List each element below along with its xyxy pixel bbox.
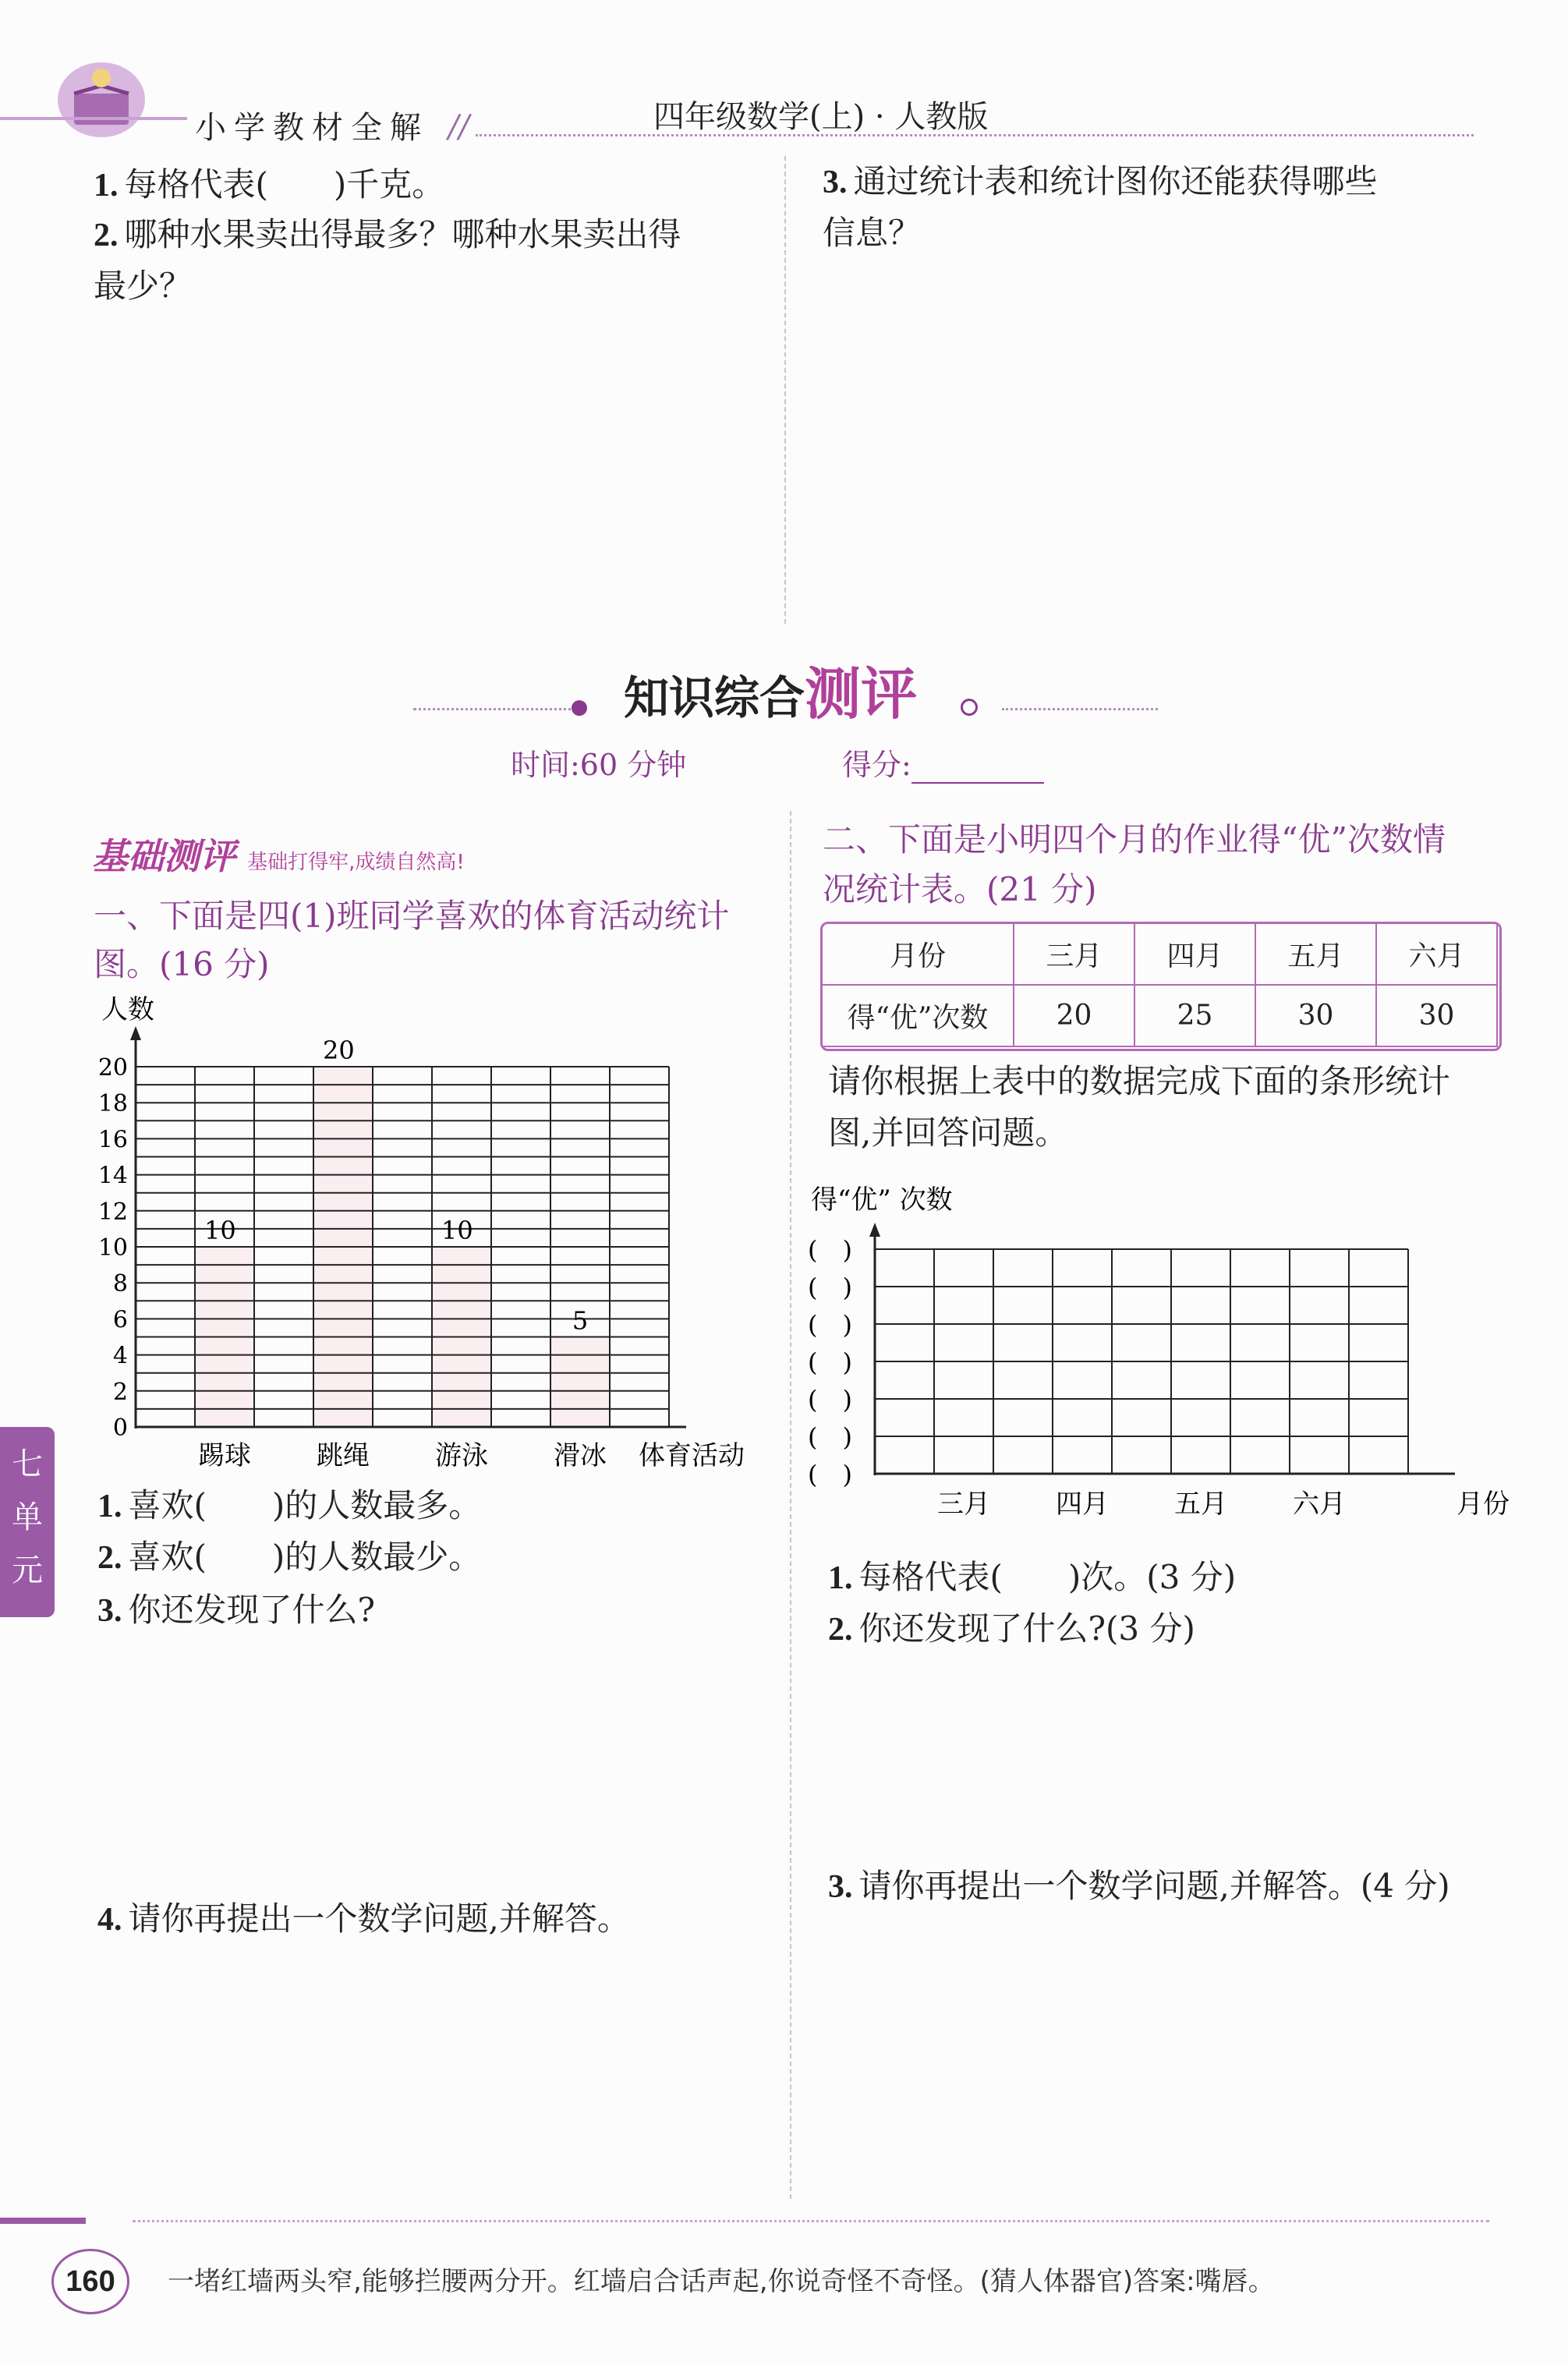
- top-q2: 2. 哪种水果卖出得最多？哪种水果卖出得: [94, 215, 681, 253]
- section-score: 得分:: [842, 741, 1044, 784]
- table-cell: 月份: [822, 923, 1014, 985]
- section-dot-right: [961, 699, 978, 716]
- y-tick-label: 20: [97, 1054, 128, 1082]
- y-tick-blank: ( ): [808, 1310, 852, 1340]
- y-tick-blank: ( ): [808, 1347, 852, 1377]
- section-rule-right: [1002, 708, 1158, 710]
- footer-bar: [0, 2218, 86, 2224]
- header-series: 小学教材全解: [195, 110, 429, 146]
- score-blank[interactable]: [911, 756, 1044, 784]
- y-tick-label: 0: [112, 1414, 128, 1442]
- section-dot-left: [572, 700, 587, 716]
- section-time: 时间:60 分钟: [511, 748, 687, 782]
- y-tick-label: 14: [97, 1162, 128, 1190]
- part2-q2: 2. 你还发现了什么?(3 分): [828, 1609, 1195, 1648]
- part1-q1: 1. 喜欢( )的人数最多。: [97, 1486, 482, 1524]
- part1-q4: 4. 请你再提出一个数学问题,并解答。: [97, 1899, 630, 1938]
- page-number: 160: [51, 2249, 129, 2314]
- bar: [550, 1337, 610, 1428]
- part2-q1: 1. 每格代表( )次。(3 分): [828, 1558, 1237, 1596]
- table-cell: 30: [1255, 985, 1376, 1046]
- x-tick-label: 六月: [1293, 1489, 1346, 1520]
- data-label: 20: [323, 1036, 355, 1065]
- table-cell: 25: [1134, 985, 1255, 1046]
- data-label: 5: [572, 1305, 589, 1336]
- table-cell: 30: [1376, 985, 1497, 1046]
- section-title: 知识综合测评: [624, 660, 918, 727]
- stats-table-frame: [820, 922, 1502, 1051]
- y-tick-blank: ( ): [808, 1273, 852, 1302]
- x-tick-label: 五月: [1174, 1489, 1227, 1520]
- y-axis-arrow: [130, 1026, 141, 1040]
- header-logo: [55, 55, 148, 140]
- part1-q2: 2. 喜欢( )的人数最少。: [97, 1538, 482, 1576]
- y-tick-label: 6: [112, 1306, 128, 1334]
- part1-title-cont: 图。(16 分): [94, 945, 270, 983]
- blank-bar-chart: [803, 1170, 1520, 1536]
- part1-q3: 3. 你还发现了什么?: [97, 1591, 376, 1629]
- header-slash-icon: //: [448, 109, 469, 145]
- part2-q3: 3. 请你再提出一个数学问题,并解答。(4 分): [828, 1867, 1450, 1905]
- y-tick-blank: ( ): [808, 1460, 852, 1489]
- y-axis-arrow: [869, 1223, 880, 1237]
- unit-tab: 七 单 元: [0, 1427, 55, 1617]
- footer-rule: [133, 2220, 1489, 2222]
- stats-table: [821, 922, 1498, 1047]
- section-rule-left: [413, 708, 577, 710]
- part2-instruction: 请你根据上表中的数据完成下面的条形统计: [828, 1062, 1451, 1100]
- top-q3: 3. 通过统计表和统计图你还能获得哪些: [823, 162, 1378, 200]
- y-axis-label: 得“优” 次数: [811, 1184, 953, 1216]
- x-tick-label: 跳绳: [317, 1440, 370, 1471]
- y-tick-blank: ( ): [808, 1235, 852, 1265]
- y-tick-label: 16: [97, 1126, 128, 1154]
- part2-title: 二、下面是小明四个月的作业得“优”次数情: [823, 820, 1446, 859]
- y-axis-label: 人数: [101, 994, 154, 1025]
- top-q1: 1. 每格代表( )千克。: [94, 165, 445, 204]
- x-tick-label: 三月: [937, 1489, 990, 1520]
- top-q2-cont: 最少？: [94, 267, 193, 305]
- top-q3-cont: 信息？: [823, 214, 922, 252]
- data-label: 10: [441, 1216, 473, 1245]
- y-tick-label: 2: [112, 1378, 128, 1406]
- table-cell: 三月: [1014, 923, 1134, 985]
- middle-divider: [790, 811, 791, 2199]
- table-cell: 六月: [1376, 923, 1497, 985]
- x-tick-label: 游泳: [435, 1440, 488, 1471]
- x-tick-label: 滑冰: [554, 1440, 607, 1471]
- y-tick-blank: ( ): [808, 1422, 852, 1452]
- header-rule: [476, 134, 1474, 136]
- header-book: 四年级数学(上) · 人教版: [653, 99, 989, 135]
- header-top-line: [0, 117, 187, 120]
- x-axis-label: 体育活动: [639, 1440, 745, 1471]
- y-tick-label: 12: [97, 1198, 128, 1226]
- table-cell: 得“优”次数: [822, 985, 1014, 1046]
- y-tick-label: 10: [97, 1234, 128, 1262]
- table-row: [822, 985, 1497, 1046]
- y-tick-blank: ( ): [808, 1385, 852, 1414]
- table-cell: 20: [1014, 985, 1134, 1046]
- part1-title: 一、下面是四(1)班同学喜欢的体育活动统计: [94, 897, 730, 935]
- table-cell: 四月: [1134, 923, 1255, 985]
- part2-instruction-cont: 图,并回答问题。: [828, 1113, 1068, 1152]
- x-tick-label: 踢球: [198, 1440, 251, 1471]
- data-label: 10: [204, 1216, 236, 1245]
- top-divider: [784, 156, 786, 624]
- table-cell: 五月: [1255, 923, 1376, 985]
- x-tick-label: 四月: [1056, 1489, 1109, 1520]
- table-header-row: [822, 923, 1497, 985]
- part2-title-cont: 况统计表。(21 分): [823, 870, 1097, 908]
- footer-riddle: 一堵红墙两头窄,能够拦腰两分开。红墙启合话声起,你说奇怪不奇怪。(猜人体器官)答案:嘴唇。: [168, 2266, 1275, 2297]
- x-axis-label: 月份: [1457, 1489, 1510, 1520]
- y-tick-label: 18: [97, 1090, 128, 1118]
- y-tick-label: 4: [112, 1342, 128, 1370]
- sports-bar-chart: [78, 990, 764, 1482]
- basic-badge: 基础测评 基础打得牢,成绩自然高!: [92, 835, 465, 877]
- y-tick-label: 8: [112, 1270, 128, 1298]
